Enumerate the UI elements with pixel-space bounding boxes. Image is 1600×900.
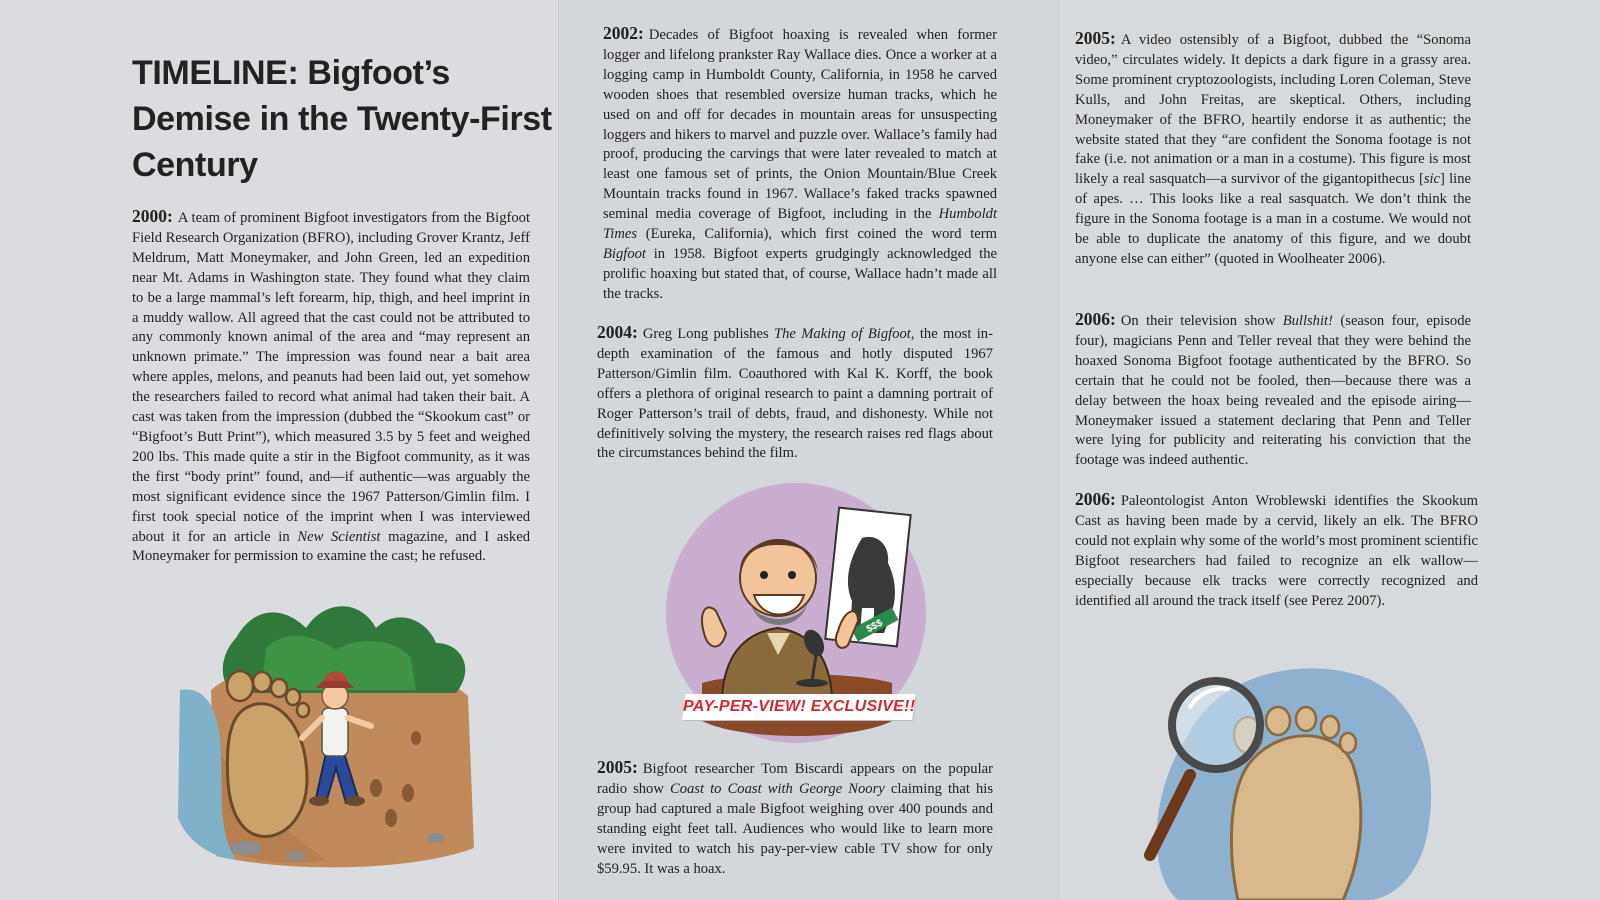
entry-italic-title: Bullshit! (1282, 313, 1333, 329)
entry-year: 2004: (597, 322, 638, 342)
entry-italic-term: Bigfoot (603, 245, 646, 262)
entry-italic-title: Humboldt Times (603, 206, 997, 243)
entry-year: 2006: (1075, 489, 1116, 509)
entry-italic-sic: sic (1423, 171, 1441, 188)
timeline-entry-2002 (603, 24, 997, 305)
entry-text: Decades of Bigfoot hoaxing is revealed when former logger and lifelong prankster Ray Wallace dies. Once a worker at a logging camp in Humboldt County, California, in 1958 he carved wooden shoes that resembled oversize human tracks, which he used on and off for decades in mountain areas for unsuspecting loggers and hikers to marvel and puzzle over. Wallace’s family had proof, producing the carvings that were later revealed to match at least one famous set of prints, the Onion Mountain/Blue Creek Mountain tracks found in 1967. Wallace’s faked tracks spawned seminal media coverage of Bigfoot, including in the (603, 27, 997, 223)
timeline-entry-2004 (597, 323, 993, 464)
magnifier-footprint-illustration (1128, 655, 1438, 900)
entry-text: Paleontologist Anton Wroblewski identifies the Skookum Cast as having been made by a cervid, likely an elk. The BFRO could not explain why some of the world’s most prominent scientific Bigfoot researchers had failed to recognize an elk wallow—especially because elk tracks were correctly recognized and identified all around the track itself (see Perez 2007). (1075, 493, 1478, 609)
entry-text: claiming that his group had captured a male Bigfoot weighing over 400 pounds and standing eight feet tall. Audiences who would like to learn more were invited to watch his pay-per-view cable TV show for only $59.95. It was a hoax. (597, 780, 993, 877)
entry-text: (season four, episode four), magicians Penn and Teller reveal that they were behind the hoaxed Sonoma Bigfoot footage authenticated by the BFRO. So certain that he could not be fooled, then—because there was a delay between the hoax being revealed and the episode airing—Moneymaker issued a statement declaring that Penn and Teller were lying for publicity and reiterating his conviction that the footage was indeed authentic. (1075, 313, 1471, 469)
entry-text: ] line of apes. … This looks like a real sasquatch. We don’t think the figure in the Sonoma footage is a man in a costume. We would not be able to duplicate the anatomy of this figure, and we doubt anyone else can either” (quoted in Woolheater 2006). (1075, 171, 1471, 267)
timeline-entry-2006-penn-teller (1075, 310, 1471, 471)
entry-italic-title: New Scientist (297, 528, 381, 545)
entry-italic-title: Coast to Coast with George Noory (669, 780, 885, 797)
pay-per-view-banner (682, 694, 916, 720)
entry-year: 2000: (132, 206, 173, 226)
entry-text: On their television show (1120, 313, 1276, 329)
timeline-entry-2005-biscardi (597, 758, 993, 879)
entry-text: magazine, and I asked Moneymaker for permission to examine the cast; he refused. (132, 528, 530, 565)
entry-year: 2005: (597, 757, 638, 777)
entry-italic-title: The Making of Bigfoot (774, 326, 911, 342)
footprint-hiker-illustration (176, 598, 486, 878)
entry-text: in 1958. Bigfoot experts grudgingly acknowledged the prolific hoaxing but stated that, of course, Wallace hadn’t made all the tracks. (603, 245, 997, 302)
entry-text: (Eureka, California), which first coined the word term (645, 226, 997, 243)
column-divider (558, 0, 559, 900)
entry-text: A video ostensibly of a Bigfoot, dubbed the “Sonoma video,” circulates widely. It depicts a dark figure in a grassy area. Some prominent cryptozoologists, including Loren Coleman, Steve Kulls, and John Freitas, are skeptical. Others, including Moneymaker of the BFRO, heartily endorse it as authentic; the website stated that they “are confident the Sonoma footage is not fake (i.e. not animation or a man in a costume). This figure is most likely a real sasquatch—a survivor of the gigantopithecus [ (1075, 32, 1471, 188)
bigfoot-poster (825, 508, 910, 647)
entry-year: 2005: (1075, 28, 1116, 48)
column-divider (1058, 0, 1059, 900)
entry-text: , the most in-depth examination of the famous and hotly disputed 1967 Patterson/Gimlin film. Coauthored with Kal K. Korff, the book offers a plethora of original research to paint a damning portrait of Roger Patterson’s trail of debts, fraud, and dishonesty. While not definitively solving the mystery, the research raises red flags about the circumstances behind the film. (597, 326, 993, 462)
entry-text: Greg Long publishes (642, 326, 769, 342)
pay-per-view-banner-text: PAY-PER-VIEW! EXCLUSIVE!! (682, 698, 916, 715)
timeline-entry-2005-sonoma (1075, 29, 1471, 270)
entry-text: A team of prominent Bigfoot investigators from the Bigfoot Field Research Organization (BFRO), including Grover Krantz, Jeff Meldrum, Matt Moneymaker, and John Green, led an expedition near Mt. Adams in Washington state. They found what they claim to be a large mammal’s left forearm, hip, thigh, and heel imprint in a muddy wallow. All agreed that the cast could not be attributed to any commonly known animal of the area and “may represent an unknown primate.” The impression was found near a bait area where apples, melons, and peanuts had been laid out, yet somehow the researchers failed to record what animal had taken their bait. A cast was taken from the impression (dubbed the “Skookum cast” or “Bigfoot’s Butt Print”), which measured 3.5 by 5 feet and weighed 200 lbs. This made quite a stir in the Bigfoot community, as it was the first “body print” found, and—if authentic—was arguably the most significant evidence since the 1967 Patterson/Gimlin film. I first took special notice of the imprint when I was interviewed about it for an article in (132, 210, 530, 545)
timeline-entry-2000 (132, 207, 530, 567)
entry-year: 2006: (1075, 309, 1116, 329)
poster-sign-text: $$$ (864, 617, 885, 636)
timeline-entry-2006-wroblewski (1075, 490, 1478, 611)
entry-text: Bigfoot researcher Tom Biscardi appears on the popular radio show (597, 761, 993, 797)
entry-year: 2002: (603, 23, 644, 43)
page-title: TIMELINE: Bigfoot’s Demise in the Twenty-First Century (132, 54, 552, 184)
